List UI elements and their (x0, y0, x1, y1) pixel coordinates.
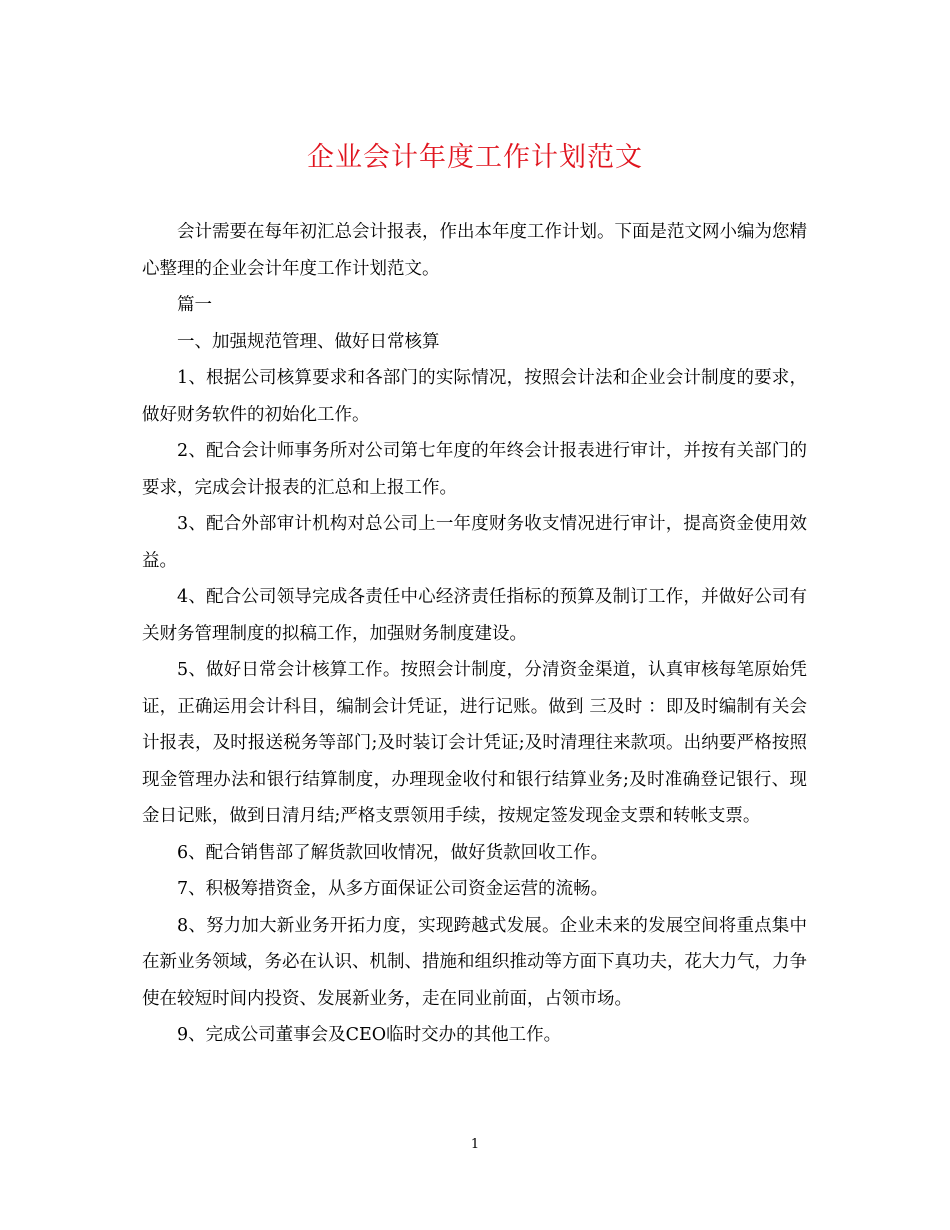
list-item-3: 3、配合外部审计机构对总公司上一年度财务收支情况进行审计，提高资金使用效益。 (142, 514, 807, 571)
list-item-8: 8、努力加大新业务开拓力度，实现跨越式发展。企业未来的发展空间将重点集中在新业务领域，务必在认识、机制、措施和组织推动等方面下真功夫，花大力气，力争使在较短时间内投资、发展新业务，走在同业前面，占领市场。 (142, 915, 807, 1009)
document-title: 企业会计年度工作计划范文 (307, 142, 643, 173)
intro-paragraph: 会计需要在每年初汇总会计报表，作出本年度工作计划。下面是范文网小编为您精心整理的企业会计年度工作计划范文。 (142, 222, 807, 279)
list-item-7: 7、积极筹措资金，从多方面保证公司资金运营的流畅。 (177, 879, 609, 899)
list-item-6: 6、配合销售部了解货款回收情况，做好货款回收工作。 (177, 842, 609, 863)
document-body (142, 214, 807, 1054)
list-item-5: 5、做好日常会计核算工作。按照会计制度，分清资金渠道，认真审核每笔原始凭证，正确运用会计科目，编制会计凭证，进行记账。做到 三及时 ：即及时编制有关会计报表，及时报送税务等部门;及时装订会计凭证;及时清理往来款项。出纳要严格按照现金管理办法和银行结算制度，办理现金收付和银行结算业务;及时准确登记银行、现金日记账，做到日清月结;严格支票领用手续，按规定签发现金支票和转帐支票。 (142, 660, 807, 826)
list-item-1: 1、根据公司核算要求和各部门的实际情况，按照会计法和企业会计制度的要求，做好财务软件的初始化工作。 (142, 368, 807, 425)
section-heading: 一、加强规范管理、做好日常核算 (177, 331, 440, 352)
list-item-2: 2、配合会计师事务所对公司第七年度的年终会计报表进行审计，并按有关部门的要求，完成会计报表的汇总和上报工作。 (142, 441, 807, 498)
list-item-9: 9、完成公司董事会及CEO临时交办的其他工作。 (177, 1025, 562, 1045)
section-label: 篇一 (177, 295, 212, 315)
page-number: 1 (470, 1137, 480, 1152)
list-item-4: 4、配合公司领导完成各责任中心经济责任指标的预算及制订工作，并做好公司有关财务管理制度的拟稿工作，加强财务制度建设。 (142, 587, 807, 644)
